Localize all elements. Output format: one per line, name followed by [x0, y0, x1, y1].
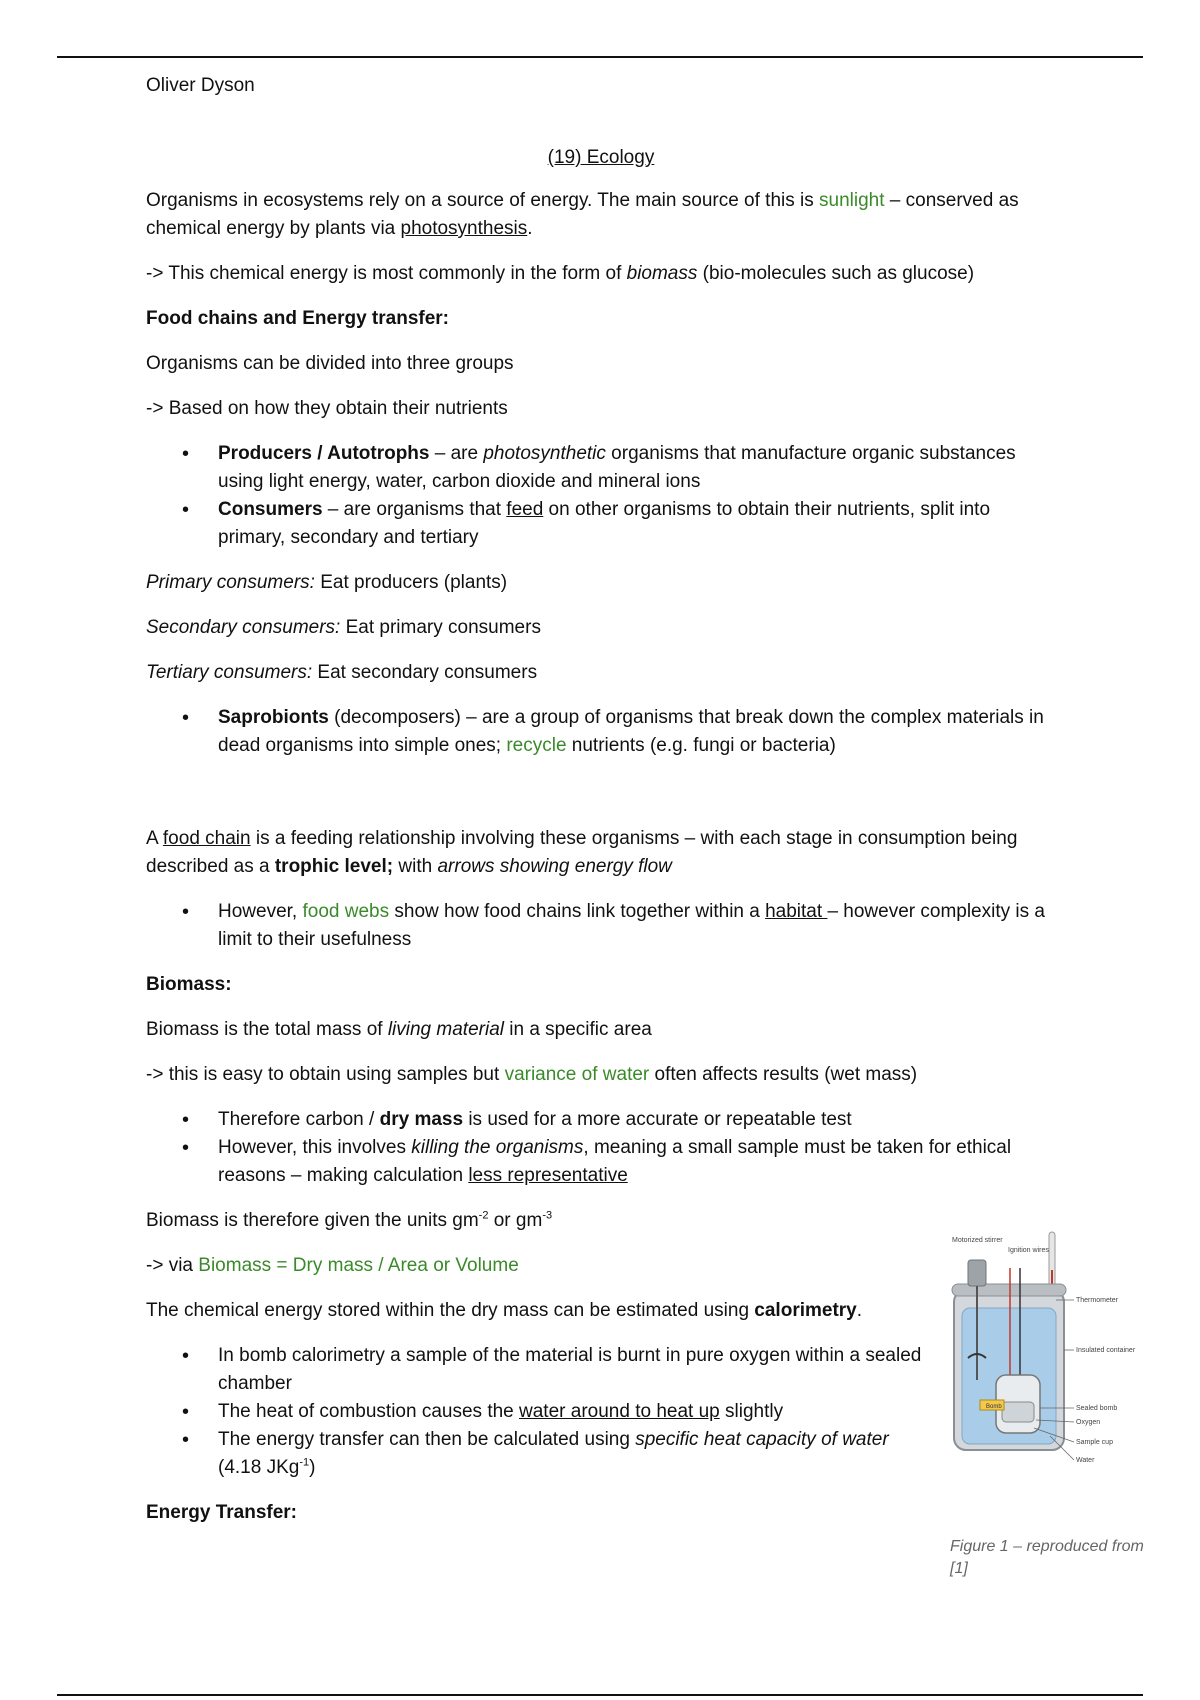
- list-item: • Consumers – are organisms that feed on other organisms to obtain their nutrients, split into primary, secondary and tertiary: [146, 496, 1056, 552]
- biomass-heading: Biomass:: [146, 974, 232, 995]
- biomass-units: Biomass is therefore given the units $gm^{-2}$ or $gm^{-3}$: [146, 1209, 553, 1231]
- calorimetry-paragraph: The chemical energy stored within the dry mass can be estimated using calorimetry.: [146, 1300, 863, 1321]
- bomb-calorimeter-diagram: [950, 1230, 1150, 1520]
- biomass-easy: -> this is easy to obtain using samples but variance of water often affects results (wet mass): [146, 1064, 918, 1085]
- calorimeter-figure: [950, 1230, 1150, 1580]
- list-item: • The heat of combustion causes the water around to heat up slightly: [146, 1398, 926, 1426]
- oxygen-label: Oxygen: [1076, 1419, 1101, 1426]
- list-item: • In bomb calorimetry a sample of the material is burnt in pure oxygen within a sealed chamber: [146, 1342, 926, 1398]
- list-item: • However, food webs show how food chains link together within a habitat – however complexity is a limit to their usefulness: [146, 898, 1056, 954]
- top-rule: [57, 56, 1143, 58]
- ignition-label: Ignition wires: [1008, 1247, 1049, 1254]
- photosynthesis-term: photosynthesis: [400, 218, 528, 239]
- list-item: • Saprobionts (decomposers) – are a group of organisms that break down the complex materials in dead organisms into simple ones; recycle nutrients (e.g. fungi or bacteria): [146, 704, 1056, 760]
- saprobionts-list: [146, 704, 1056, 760]
- document-body: [146, 144, 1056, 1544]
- sealed-bomb-label: Sealed bomb: [1076, 1405, 1118, 1412]
- author-name: Oliver Dyson: [146, 75, 255, 96]
- list-item: • The energy transfer can then be calculated using specific heat capacity of water (4.18 JKg$^{-1}$): [146, 1426, 926, 1482]
- sample-cup-label: Sample cup: [1076, 1439, 1113, 1446]
- sunlight-highlight: sunlight: [819, 190, 885, 211]
- energy-transfer-heading: Energy Transfer:: [146, 1502, 297, 1523]
- calorimetry-list: [146, 1342, 926, 1482]
- dry-mass-list: [146, 1106, 1056, 1190]
- bottom-rule: [57, 1694, 1143, 1696]
- organism-group-list: [146, 440, 1056, 552]
- tertiary-consumers: Tertiary consumers: Eat secondary consumers: [146, 662, 538, 683]
- stirrer-label: Motorized stirrer: [952, 1237, 1003, 1244]
- page-title: (19) Ecology: [547, 147, 655, 168]
- biomass-formula: -> via Biomass = Dry mass / Area or Volume: [146, 1255, 519, 1276]
- figure-caption: Figure 1 – reproduced from [1]: [950, 1538, 1144, 1577]
- intro-paragraph: Organisms in ecosystems rely on a source of energy. The main source of this is sunlight – conserved as chemical energy by plants via photosynthesis.: [146, 190, 1019, 239]
- list-item: • Producers / Autotrophs – are photosynthetic organisms that manufacture organic substances using light energy, water, carbon dioxide and mineral ions: [146, 440, 1056, 496]
- bomb-tag-label: Bomb: [986, 1404, 1002, 1410]
- primary-consumers: Primary consumers: Eat producers (plants): [146, 572, 508, 593]
- insulated-label: Insulated container: [1076, 1347, 1136, 1354]
- food-chains-heading: Food chains and Energy transfer:: [146, 308, 449, 329]
- water-label: Water: [1076, 1457, 1095, 1464]
- thermometer-label: Thermometer: [1076, 1297, 1119, 1304]
- groups-text: Organisms can be divided into three groups: [146, 353, 514, 374]
- based-text: -> Based on how they obtain their nutrients: [146, 398, 508, 419]
- food-chain-paragraph: A food chain is a feeding relationship involving these organisms – with each stage in consumption being described as a trophic level; with arrows showing energy flow: [146, 828, 1018, 877]
- list-item: • However, this involves killing the organisms, meaning a small sample must be taken for ethical reasons – making calculation less representative: [146, 1134, 1056, 1190]
- secondary-consumers: Secondary consumers: Eat primary consumers: [146, 617, 541, 638]
- biomass-definition: Biomass is the total mass of living material in a specific area: [146, 1019, 652, 1040]
- list-item: • Therefore carbon / dry mass is used for a more accurate or repeatable test: [146, 1106, 1056, 1134]
- food-webs-list: [146, 898, 1056, 954]
- biomass-note: -> This chemical energy is most commonly in the form of biomass (bio-molecules such as glucose): [146, 263, 975, 284]
